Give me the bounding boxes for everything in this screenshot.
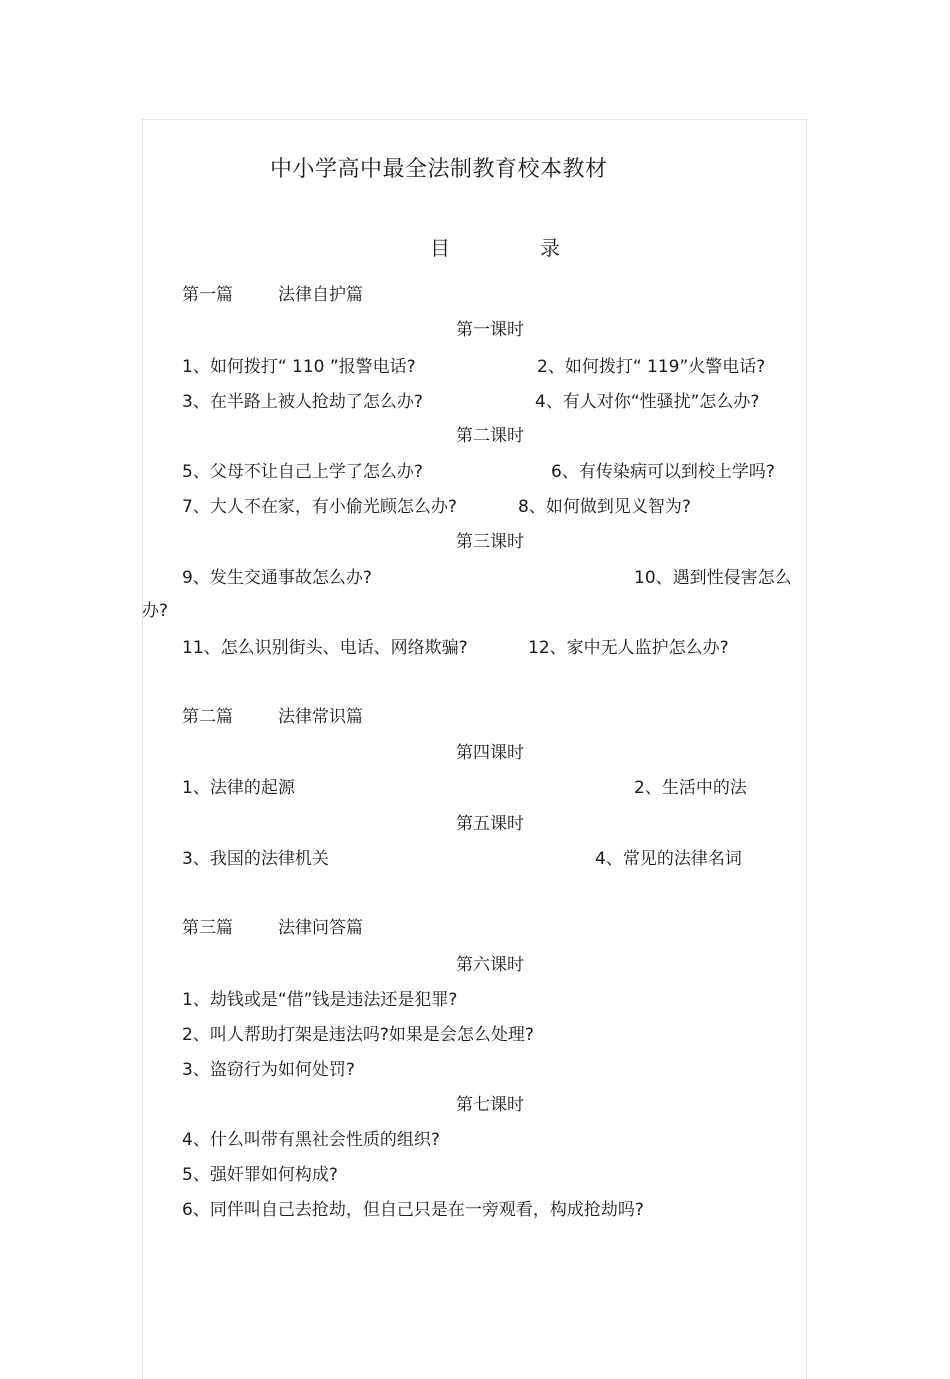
toc-item: 2、如何拨打“ 119”火警电话? bbox=[537, 357, 766, 377]
toc-item-continuation: 办? bbox=[142, 601, 169, 621]
part-1-name: 法律自护篇 bbox=[278, 285, 363, 305]
part-3-name: 法律问答篇 bbox=[278, 918, 363, 938]
toc-item: 3、我国的法律机关 bbox=[182, 849, 329, 869]
toc-heading-char-2: 录 bbox=[540, 236, 560, 260]
toc-item: 5、父母不让自己上学了怎么办? bbox=[182, 462, 423, 482]
toc-heading-char-1: 目 bbox=[430, 236, 450, 260]
toc-item: 8、如何做到见义智为? bbox=[518, 497, 691, 517]
part-2-name: 法律常识篇 bbox=[278, 707, 363, 727]
lesson-2-heading: 第二课时 bbox=[456, 426, 524, 446]
lesson-1-heading: 第一课时 bbox=[456, 320, 524, 340]
toc-item: 1、如何拨打“ 110 ”报警电话? bbox=[182, 357, 416, 377]
toc-item: 1、劫钱或是“借”钱是违法还是犯罪? bbox=[182, 990, 458, 1010]
toc-item: 2、叫人帮助打架是违法吗?如果是会怎么处理? bbox=[182, 1025, 534, 1045]
toc-item: 5、强奸罪如何构成? bbox=[182, 1165, 338, 1185]
document-title: 中小学高中最全法制教育校本教材 bbox=[270, 157, 608, 182]
lesson-3-heading: 第三课时 bbox=[456, 532, 524, 552]
toc-item: 3、盗窃行为如何处罚? bbox=[182, 1060, 355, 1080]
toc-item: 11、怎么识别街头、电话、网络欺骗? bbox=[182, 638, 468, 658]
toc-item: 4、有人对你“性骚扰”怎么办? bbox=[535, 392, 760, 412]
toc-item: 10、遇到性侵害怎么 bbox=[634, 568, 792, 588]
toc-item: 6、有传染病可以到校上学吗? bbox=[551, 462, 775, 482]
toc-item: 9、发生交通事故怎么办? bbox=[182, 568, 372, 588]
toc-item: 4、常见的法律名词 bbox=[595, 849, 742, 869]
toc-item: 6、同伴叫自己去抢劫，但自己只是在一旁观看，构成抢劫吗? bbox=[182, 1200, 644, 1220]
lesson-7-heading: 第七课时 bbox=[456, 1095, 524, 1115]
toc-item: 7、大人不在家，有小偷光顾怎么办? bbox=[182, 497, 457, 517]
toc-item: 12、家中无人监护怎么办? bbox=[528, 638, 729, 658]
lesson-6-heading: 第六课时 bbox=[456, 955, 524, 975]
toc-item: 2、生活中的法 bbox=[634, 778, 747, 798]
toc-item: 3、在半路上被人抢劫了怎么办? bbox=[182, 392, 423, 412]
lesson-5-heading: 第五课时 bbox=[456, 814, 524, 834]
part-1-label: 第一篇 bbox=[182, 285, 233, 305]
toc-item: 1、法律的起源 bbox=[182, 778, 295, 798]
toc-item: 4、什么叫带有黑社会性质的组织? bbox=[182, 1130, 440, 1150]
part-3-label: 第三篇 bbox=[182, 918, 233, 938]
part-2-label: 第二篇 bbox=[182, 707, 233, 727]
lesson-4-heading: 第四课时 bbox=[456, 743, 524, 763]
